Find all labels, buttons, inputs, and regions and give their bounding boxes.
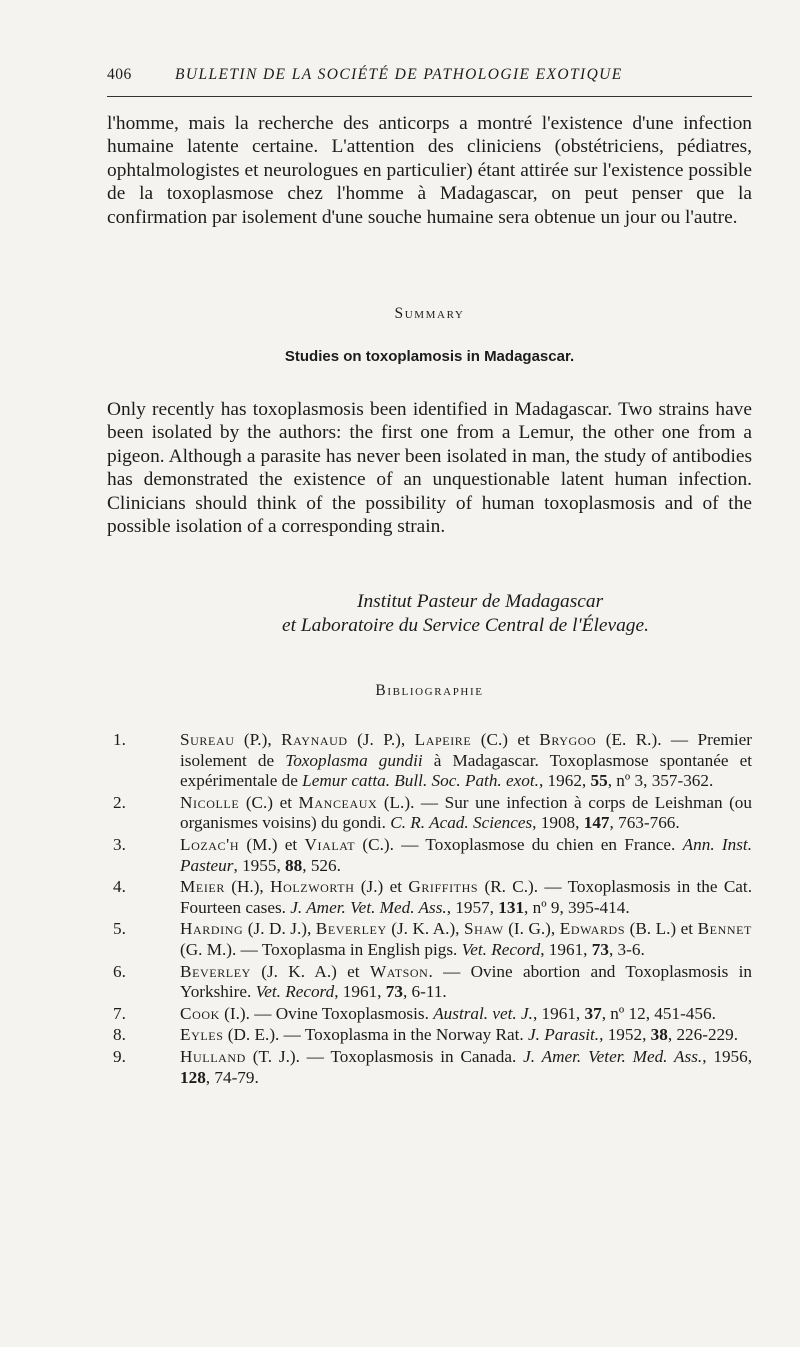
reference-journal: Vet. Record (461, 939, 541, 959)
affiliation-line-2: et Laboratoire du Service Central de l'Élevage. (282, 615, 649, 636)
reference-volume: 38 (650, 1025, 668, 1045)
reference-item (107, 962, 752, 1003)
reference-title: — Toxoplasmosis in the Cat. Fourteen cases. (180, 877, 752, 917)
reference-journal: Vet. Record (255, 982, 335, 1002)
reference-number: 4. (113, 877, 126, 897)
summary-paragraph: Only recently has toxoplasmosis been identified in Madagascar. Two strains have been isolated by the authors: the first one from a Lemur, the other one from a pigeon. Although a parasite has never been isolated in man, the study of antibodies has demonstrated the existence of an unquestionable latent human infection. Clinicians should think of the possibility of human toxoplasmosis and of the possible isolation of a corresponding strain. (107, 399, 752, 538)
reference-number: 1. (113, 730, 126, 749)
reference-number: 9. (113, 1046, 126, 1066)
reference-pages: , 6-11. (402, 982, 447, 1002)
reference-author-initials: (C.) et (239, 792, 299, 812)
reference-author-initials: (R. C.). (478, 877, 539, 897)
reference-text: , 1952, (599, 1025, 651, 1045)
reference-author-initials: (G. M.). (180, 939, 237, 959)
reference-author: Shaw (464, 919, 504, 939)
reference-volume: 88 (285, 855, 303, 875)
reference-author-initials: (J. K. A.) et (250, 961, 370, 981)
reference-author-initials: . (428, 961, 433, 981)
reference-author: Eyles (180, 1025, 224, 1045)
reference-author: Griffiths (408, 877, 479, 897)
reference-journal: J. Amer. Veter. Med. Ass. (523, 1046, 703, 1066)
reference-text: , 1961, (334, 982, 386, 1002)
reference-number: 2. (113, 792, 126, 812)
reference-author: Watson (369, 961, 429, 981)
reference-author-initials: (J. P.), (347, 730, 415, 749)
bibliography-heading: Bibliographie (375, 682, 484, 699)
reference-pages: , 763-766. (609, 813, 680, 833)
reference-journal: J. Parasit. (527, 1025, 600, 1045)
reference-number: 7. (113, 1003, 126, 1023)
reference-author: Harding (180, 919, 244, 939)
header-rule (107, 96, 752, 97)
reference-pages: , 226-229. (667, 1025, 739, 1045)
affiliation (107, 590, 752, 638)
reference-author: Beverley (180, 961, 251, 981)
intro-paragraph: l'homme, mais la recherche des anticorps a montré l'existence d'une infection humaine latente certaine. L'attention des cliniciens (obstétriciens, pédiatres, ophtalmologistes et neurologues en particulier) étant attirée sur l'existence possible de la toxoplasmose chez l'homme à Madagascar, on peut penser que la confirmation par isolement d'une souche humaine sera obtenue un jour ou l'autre. (107, 113, 752, 228)
reference-author-initials: (C.). (355, 834, 394, 854)
reference-author: Bennet (697, 919, 752, 939)
reference-pages: , nº 9, 395-414. (524, 897, 630, 917)
reference-author: Holzworth (270, 877, 355, 897)
reference-pages: , nº 12, 451-456. (601, 1003, 716, 1023)
reference-text: , 1956, (702, 1046, 753, 1066)
reference-volume: 55 (590, 771, 608, 791)
reference-author-initials: (J. K. A.), (386, 919, 465, 939)
reference-author-initials: (J. D. J.), (243, 919, 316, 939)
reference-author-initials: (J.) et (354, 877, 409, 897)
reference-pages: , 74-79. (205, 1067, 259, 1087)
reference-title: — Toxoplasma in the Norway Rat. (279, 1025, 528, 1045)
reference-item (107, 919, 752, 960)
reference-author: Vialat (304, 834, 356, 854)
reference-journal: Austral. vet. J. (433, 1003, 533, 1023)
reference-item (107, 793, 752, 834)
reference-item (107, 835, 752, 876)
reference-author: Raynaud (281, 730, 348, 749)
reference-journal: C. R. Acad. Sciences (390, 813, 533, 833)
reference-number: 3. (113, 834, 126, 854)
reference-title: — Ovine abortion and Toxoplasmosis in Yorkshire. (180, 961, 752, 1002)
reference-text: , 1962, (538, 771, 591, 791)
summary-heading: Summary (394, 305, 465, 322)
reference-author: Edwards (559, 919, 626, 939)
reference-number: 6. (113, 961, 126, 981)
reference-title: — Ovine Toxoplasmosis. (249, 1003, 434, 1023)
reference-text: , 1957, (446, 897, 499, 917)
reference-title: — Premier isolement de (180, 730, 752, 770)
reference-title: — Sur une infection à corps de Leishman (ou organismes voisins) du gondi. (180, 792, 752, 833)
reference-item (107, 730, 752, 792)
reference-number: 8. (113, 1025, 126, 1045)
reference-author-initials: (H.), (224, 877, 271, 897)
reference-pages: , nº 3, 357-362. (607, 771, 714, 791)
reference-text: , 1961, (532, 1003, 585, 1023)
reference-author: Meier (180, 877, 225, 897)
reference-author-initials: (L.). (377, 792, 415, 812)
affiliation-line-1: Institut Pasteur de Madagascar (357, 591, 604, 612)
reference-volume: 73 (591, 939, 609, 959)
reference-item (107, 1025, 752, 1046)
reference-pages: , 526. (302, 855, 341, 875)
reference-journal: Ann. Inst. Pasteur (180, 834, 752, 875)
reference-title: — Toxoplasmose du chien en France. (393, 834, 683, 854)
reference-author-initials: (M.) et (239, 834, 305, 854)
reference-title: — Toxoplasma in English pigs. (236, 939, 462, 959)
summary-title: Studies on toxoplamosis in Madagascar. (284, 348, 575, 365)
reference-item (107, 877, 752, 918)
reference-author: Brygoo (539, 730, 597, 749)
page-number: 406 (107, 66, 132, 83)
reference-list (107, 730, 752, 1089)
reference-author-initials: (P.), (234, 730, 282, 749)
reference-journal: Toxoplasma gundii (285, 750, 423, 770)
reference-item (107, 1004, 752, 1025)
reference-item (107, 1047, 752, 1088)
reference-author-initials: (C.) et (471, 730, 540, 749)
reference-pages: , 3-6. (608, 939, 645, 959)
reference-title: — Toxoplasmosis in Canada. (299, 1046, 524, 1066)
reference-author-initials: (B. L.) et (625, 919, 698, 939)
reference-author: Sureau (180, 730, 235, 749)
reference-text: , 1961, (540, 939, 592, 959)
reference-volume: 147 (583, 813, 610, 833)
reference-author-initials: (T. J.). (245, 1046, 300, 1066)
reference-author-initials: (I.). (219, 1003, 250, 1023)
reference-author: Lozac'h (180, 834, 240, 854)
reference-author: Lapeire (414, 730, 472, 749)
reference-text: , 1908, (532, 813, 584, 833)
reference-journal: Lemur catta. Bull. Soc. Path. exot. (302, 771, 539, 791)
reference-author: Manceaux (298, 792, 378, 812)
reference-author: Nicolle (180, 792, 240, 812)
reference-volume: 37 (584, 1003, 602, 1023)
reference-author-initials: (D. E.). (223, 1025, 280, 1045)
reference-volume: 131 (498, 897, 525, 917)
reference-author: Beverley (315, 919, 387, 939)
journal-title: BULLETIN DE LA SOCIÉTÉ DE PATHOLOGIE EXOTIQUE (175, 66, 623, 83)
reference-author-initials: (E. R.). (596, 730, 662, 749)
reference-author: Hulland (180, 1046, 246, 1066)
reference-author-initials: (I. G.), (503, 919, 560, 939)
reference-journal: J. Amer. Vet. Med. Ass. (290, 897, 447, 917)
reference-volume: 128 (180, 1067, 206, 1087)
reference-text: , 1955, (233, 855, 286, 875)
reference-text: à Madagascar. Toxoplasmose spontanée et expérimentale de (180, 750, 752, 791)
reference-volume: 73 (385, 982, 403, 1002)
reference-author: Cook (180, 1003, 220, 1023)
reference-number: 5. (113, 919, 126, 939)
